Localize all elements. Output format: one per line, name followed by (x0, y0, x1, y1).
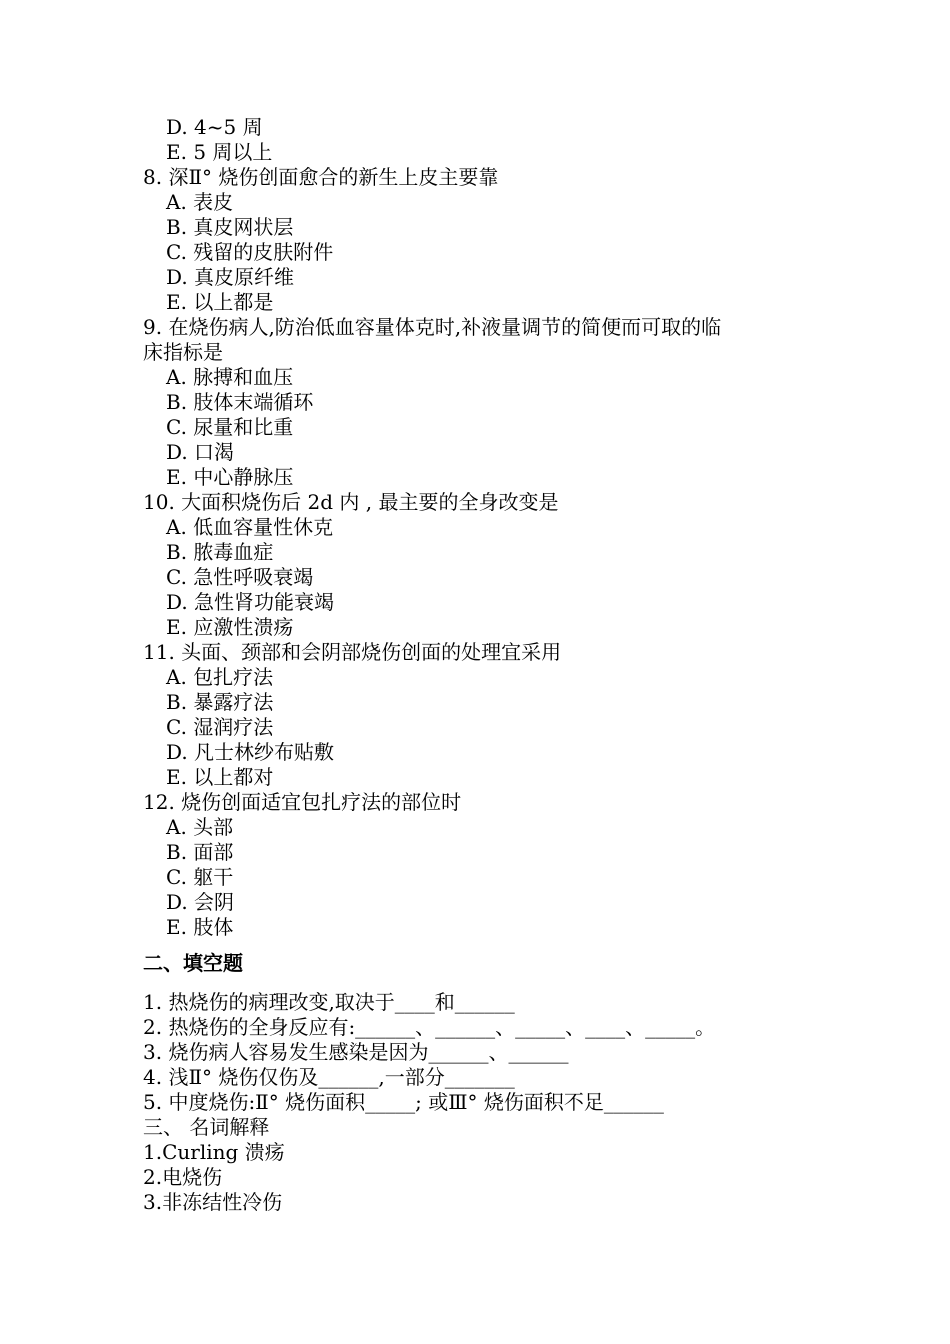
question-line: 11. 头面、颈部和会阴部烧伤创面的处理宜采用 (143, 640, 562, 664)
term-item: 3.非冻结性冷伤 (143, 1190, 283, 1214)
question-line: 床指标是 (143, 340, 223, 364)
option-line: E. 肢体 (166, 915, 234, 939)
option-line: B. 暴露疗法 (166, 690, 274, 714)
option-line: D. 真皮原纤维 (166, 265, 295, 289)
option-line: B. 面部 (166, 840, 234, 864)
option-line: A. 低血容量性休克 (166, 515, 334, 539)
term-item: 2.电烧伤 (143, 1165, 223, 1189)
section-heading-fill-blank: 二、填空题 (143, 951, 243, 975)
option-line: B. 肢体末端循环 (166, 390, 314, 414)
section-heading-terms: 三、 名词解释 (143, 1115, 270, 1139)
option-line: D. 凡士林纱布贴敷 (166, 740, 335, 764)
fill-blank-item: 1. 热烧伤的病理改变,取决于____和______ (143, 990, 515, 1014)
option-line: D. 口渴 (166, 440, 235, 464)
fill-blank-item: 5. 中度烧伤:Ⅱ° 烧伤面积_____; 或Ⅲ° 烧伤面积不足______ (143, 1090, 664, 1114)
option-line: A. 表皮 (166, 190, 234, 214)
question-line: 12. 烧伤创面适宜包扎疗法的部位时 (143, 790, 462, 814)
option-line: D. 会阴 (166, 890, 235, 914)
option-line: E. 以上都是 (166, 290, 274, 314)
option-line: D. 4~5 周 (166, 115, 263, 139)
question-line: 10. 大面积烧伤后 2d 内 , 最主要的全身改变是 (143, 490, 559, 514)
option-line: E. 以上都对 (166, 765, 274, 789)
option-line: A. 脉搏和血压 (166, 365, 294, 389)
option-line: C. 残留的皮肤附件 (166, 240, 334, 264)
option-line: C. 急性呼吸衰竭 (166, 565, 314, 589)
option-line: B. 脓毒血症 (166, 540, 274, 564)
option-line: C. 躯干 (166, 865, 234, 889)
option-line: C. 尿量和比重 (166, 415, 294, 439)
option-line: E. 5 周以上 (166, 140, 273, 164)
option-line: E. 中心静脉压 (166, 465, 294, 489)
question-line: 8. 深Ⅱ° 烧伤创面愈合的新生上皮主要靠 (143, 165, 499, 189)
question-line: 9. 在烧伤病人,防治低血容量体克时,补液量调节的简便而可取的临 (143, 315, 722, 339)
option-line: E. 应激性溃疡 (166, 615, 294, 639)
option-line: C. 湿润疗法 (166, 715, 274, 739)
option-line: A. 包扎疗法 (166, 665, 274, 689)
option-line: B. 真皮网状层 (166, 215, 294, 239)
fill-blank-item: 4. 浅Ⅱ° 烧伤仅伤及______,一部分_______ (143, 1065, 515, 1089)
fill-blank-item: 2. 热烧伤的全身反应有:______、______、_____、____、_____。 (143, 1015, 716, 1039)
option-line: A. 头部 (166, 815, 234, 839)
option-line: D. 急性肾功能衰竭 (166, 590, 335, 614)
term-item: 1.Curling 溃疡 (143, 1140, 285, 1164)
fill-blank-item: 3. 烧伤病人容易发生感染是因为______、______ (143, 1040, 569, 1064)
